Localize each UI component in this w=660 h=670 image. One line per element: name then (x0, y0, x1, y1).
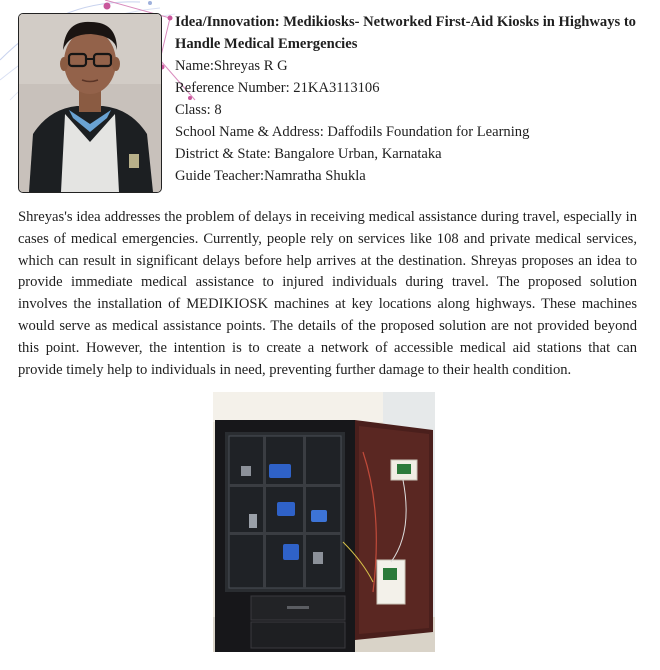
student-name: Name:Shreyas R G (175, 58, 288, 74)
student-photo (18, 13, 162, 193)
class-info: Class: 8 (175, 102, 222, 118)
district-state-info: District & State: Bangalore Urban, Karnataka (175, 146, 442, 162)
reference-number: Reference Number: 21KA3113106 (175, 80, 380, 96)
school-info: School Name & Address: Daffodils Foundation for Learning (175, 124, 530, 140)
student-info (175, 11, 645, 187)
guide-teacher-info: Guide Teacher:Namratha Shukla (175, 168, 366, 184)
kiosk-prototype-photo (213, 392, 435, 652)
idea-title: Idea/Innovation: Medikiosks- Networked First-Aid Kiosks in Highways to Handle Medical Emergencies (175, 14, 636, 52)
idea-description: Shreyas's idea addresses the problem of delays in receiving medical assistance during travel, especially in cases of medical emergencies. Currently, people rely on services like 108 and private medical services, which can result in significant delays before help arrives at the destination. Shreyas proposes an idea to provide immediate medical assistance to injured individuals during travel. The proposed solution involves the installation of MEDIKIOSK machines at key locations along highways. These machines would serve as medical assistance points. The details of the proposed solution are not provided beyond this point. However, the intention is to create a network of accessible medical aid stations that can provide timely help to individuals in need, preventing further damage to their health condition. (18, 209, 637, 378)
